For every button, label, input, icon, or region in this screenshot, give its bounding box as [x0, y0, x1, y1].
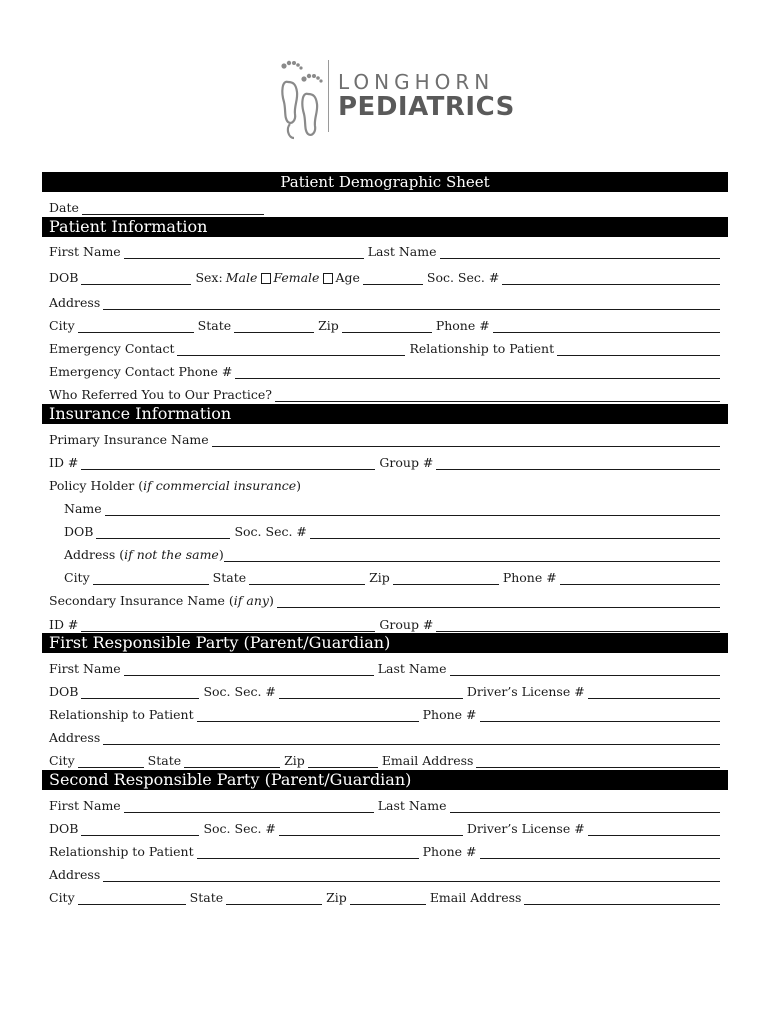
first-party-email-field[interactable]	[476, 756, 720, 768]
ssn-label: Soc. Sec. #	[426, 270, 500, 285]
first-party-dob-label: DOB	[49, 684, 79, 699]
first-party-state-field[interactable]	[184, 756, 280, 768]
first-party-ssn-label: Soc. Sec. #	[203, 684, 276, 699]
second-party-license-label: Driver’s License #	[466, 821, 585, 836]
policy-holder-note: if commercial insurance	[143, 478, 297, 493]
patient-name-row	[49, 245, 720, 259]
date-row	[49, 201, 264, 215]
holder-dob-label: DOB	[64, 524, 94, 539]
secondary-insurance-field[interactable]	[277, 596, 720, 608]
patient-last-name-field[interactable]	[440, 247, 720, 259]
state-label: State	[197, 318, 232, 333]
holder-name-label: Name	[64, 501, 102, 516]
holder-address-note: if not the same	[124, 547, 219, 562]
patient-dob-field[interactable]	[81, 273, 191, 285]
secondary-id-row	[49, 618, 720, 632]
primary-insurance-field[interactable]	[212, 435, 720, 447]
second-party-address-row	[49, 868, 720, 882]
second-party-email-field[interactable]	[524, 893, 720, 905]
dob-label: DOB	[49, 270, 79, 285]
second-party-zip-label: Zip	[326, 890, 347, 905]
form-title: Patient Demographic Sheet	[42, 172, 728, 192]
female-label: Female	[273, 270, 320, 285]
second-party-city-field[interactable]	[78, 893, 186, 905]
holder-zip-label: Zip	[369, 570, 390, 585]
primary-id-field[interactable]	[81, 458, 375, 470]
policy-holder-label: Policy Holder (	[49, 478, 144, 493]
female-checkbox[interactable]	[323, 273, 333, 284]
second-party-dob-field[interactable]	[81, 824, 199, 836]
second-party-name-row	[49, 799, 720, 813]
patient-address-row	[49, 296, 720, 310]
first-party-relationship-label: Relationship to Patient	[49, 707, 194, 722]
patient-state-field[interactable]	[234, 321, 314, 333]
first-party-license-label: Driver’s License #	[466, 684, 585, 699]
emergency-contact-row	[49, 342, 720, 356]
patient-city-field[interactable]	[78, 321, 194, 333]
secondary-id-label: ID #	[49, 617, 79, 632]
phone-label: Phone #	[435, 318, 490, 333]
first-party-address-field[interactable]	[103, 733, 720, 745]
referral-field[interactable]	[275, 390, 720, 402]
second-party-city-row	[49, 891, 720, 905]
patient-city-row	[49, 319, 720, 333]
first-party-phone-label: Phone #	[422, 707, 477, 722]
first-party-state-label: State	[147, 753, 182, 768]
first-party-zip-field[interactable]	[308, 756, 378, 768]
second-party-zip-field[interactable]	[350, 893, 426, 905]
logo-divider	[328, 60, 329, 132]
date-label: Date	[49, 200, 79, 215]
last-name-label: Last Name	[367, 244, 437, 259]
second-party-state-field[interactable]	[226, 893, 322, 905]
secondary-group-label: Group #	[379, 617, 434, 632]
id-label: ID #	[49, 455, 79, 470]
holder-zip-field[interactable]	[393, 573, 499, 585]
referral-label: Who Referred You to Our Practice?	[49, 387, 272, 402]
emergency-phone-label: Emergency Contact Phone #	[49, 364, 233, 379]
holder-dob-field[interactable]	[96, 527, 230, 539]
zip-label: Zip	[318, 318, 339, 333]
holder-name-field[interactable]	[105, 504, 720, 516]
first-party-ssn-field[interactable]	[279, 687, 463, 699]
second-party-dob-label: DOB	[49, 821, 79, 836]
first-party-phone-field[interactable]	[480, 710, 720, 722]
first-party-last-name-label: Last Name	[377, 661, 447, 676]
footprints-icon	[276, 52, 326, 142]
emergency-phone-field[interactable]	[235, 367, 720, 379]
first-party-city-label: City	[49, 753, 75, 768]
holder-dob-row	[64, 525, 720, 539]
second-party-license-field[interactable]	[588, 824, 720, 836]
emergency-relationship-field[interactable]	[557, 344, 720, 356]
holder-city-row	[64, 571, 720, 585]
first-name-label: First Name	[49, 244, 121, 259]
second-party-address-label: Address	[49, 867, 101, 882]
first-party-relationship-row	[49, 708, 720, 722]
primary-insurance-label: Primary Insurance Name	[49, 432, 209, 447]
first-party-zip-label: Zip	[284, 753, 305, 768]
emergency-contact-label: Emergency Contact	[49, 341, 175, 356]
second-party-phone-field[interactable]	[480, 847, 720, 859]
second-party-address-field[interactable]	[103, 870, 720, 882]
patient-ssn-field[interactable]	[502, 273, 720, 285]
second-party-phone-label: Phone #	[422, 844, 477, 859]
first-party-dob-field[interactable]	[81, 687, 199, 699]
holder-address-label: Address (	[64, 547, 125, 562]
second-party-relationship-field[interactable]	[197, 847, 419, 859]
secondary-insurance-close: )	[268, 593, 274, 608]
practice-logo	[276, 52, 515, 142]
second-party-ssn-field[interactable]	[279, 824, 463, 836]
first-party-name-row	[49, 662, 720, 676]
secondary-id-field[interactable]	[81, 620, 375, 632]
holder-address-close: )	[218, 547, 224, 562]
city-label: City	[49, 318, 75, 333]
holder-city-field[interactable]	[93, 573, 209, 585]
holder-phone-label: Phone #	[502, 570, 557, 585]
section-insurance-information: Insurance Information	[42, 404, 728, 424]
secondary-insurance-label: Secondary Insurance Name (	[49, 593, 234, 608]
address-label: Address	[49, 295, 101, 310]
second-party-state-label: State	[189, 890, 224, 905]
holder-address-row	[64, 548, 720, 562]
section-patient-information: Patient Information	[42, 217, 728, 237]
group-label: Group #	[379, 455, 434, 470]
patient-phone-field[interactable]	[493, 321, 720, 333]
policy-holder-close: )	[296, 478, 302, 493]
secondary-insurance-row	[49, 594, 720, 608]
referral-row	[49, 388, 720, 402]
first-party-last-name-field[interactable]	[450, 664, 720, 676]
patient-dob-row	[49, 271, 720, 285]
second-party-email-label: Email Address	[429, 890, 522, 905]
patient-age-field[interactable]	[363, 273, 423, 285]
policy-holder-row	[49, 479, 720, 493]
holder-name-row	[64, 502, 720, 516]
holder-address-field[interactable]	[224, 550, 720, 562]
second-party-first-name-field[interactable]	[124, 801, 374, 813]
holder-ssn-label: Soc. Sec. #	[234, 524, 307, 539]
patient-address-field[interactable]	[103, 298, 720, 310]
holder-phone-field[interactable]	[560, 573, 720, 585]
primary-insurance-row	[49, 433, 720, 447]
primary-id-row	[49, 456, 720, 470]
male-label: Male	[225, 270, 258, 285]
second-party-last-name-field[interactable]	[450, 801, 720, 813]
primary-group-field[interactable]	[436, 458, 720, 470]
second-party-first-name-label: First Name	[49, 798, 121, 813]
holder-state-field[interactable]	[249, 573, 365, 585]
section-first-responsible-party: First Responsible Party (Parent/Guardian)	[42, 633, 728, 653]
logo-text-longhorn: LONGHORN	[338, 70, 495, 94]
second-party-dob-row	[49, 822, 720, 836]
first-party-address-label: Address	[49, 730, 101, 745]
second-party-relationship-row	[49, 845, 720, 859]
male-checkbox[interactable]	[261, 273, 271, 284]
second-party-city-label: City	[49, 890, 75, 905]
emergency-contact-field[interactable]	[177, 344, 405, 356]
first-party-email-label: Email Address	[381, 753, 474, 768]
second-party-relationship-label: Relationship to Patient	[49, 844, 194, 859]
first-party-license-field[interactable]	[588, 687, 720, 699]
logo-text-pediatrics: PEDIATRICS	[338, 92, 515, 122]
emergency-phone-row	[49, 365, 720, 379]
patient-zip-field[interactable]	[342, 321, 432, 333]
second-party-ssn-label: Soc. Sec. #	[203, 821, 276, 836]
first-party-first-name-field[interactable]	[124, 664, 374, 676]
first-party-city-row	[49, 754, 720, 768]
date-field[interactable]	[82, 203, 264, 215]
first-party-first-name-label: First Name	[49, 661, 121, 676]
holder-city-label: City	[64, 570, 90, 585]
age-label: Age	[335, 270, 360, 285]
sex-label: Sex:	[195, 270, 223, 285]
holder-state-label: State	[212, 570, 247, 585]
first-party-address-row	[49, 731, 720, 745]
second-party-last-name-label: Last Name	[377, 798, 447, 813]
first-party-relationship-field[interactable]	[197, 710, 419, 722]
first-party-dob-row	[49, 685, 720, 699]
secondary-insurance-note: if any	[233, 593, 269, 608]
holder-ssn-field[interactable]	[310, 527, 720, 539]
section-second-responsible-party: Second Responsible Party (Parent/Guardian)	[42, 770, 728, 790]
relationship-label: Relationship to Patient	[409, 341, 555, 356]
patient-first-name-field[interactable]	[124, 247, 364, 259]
first-party-city-field[interactable]	[78, 756, 144, 768]
secondary-group-field[interactable]	[436, 620, 720, 632]
